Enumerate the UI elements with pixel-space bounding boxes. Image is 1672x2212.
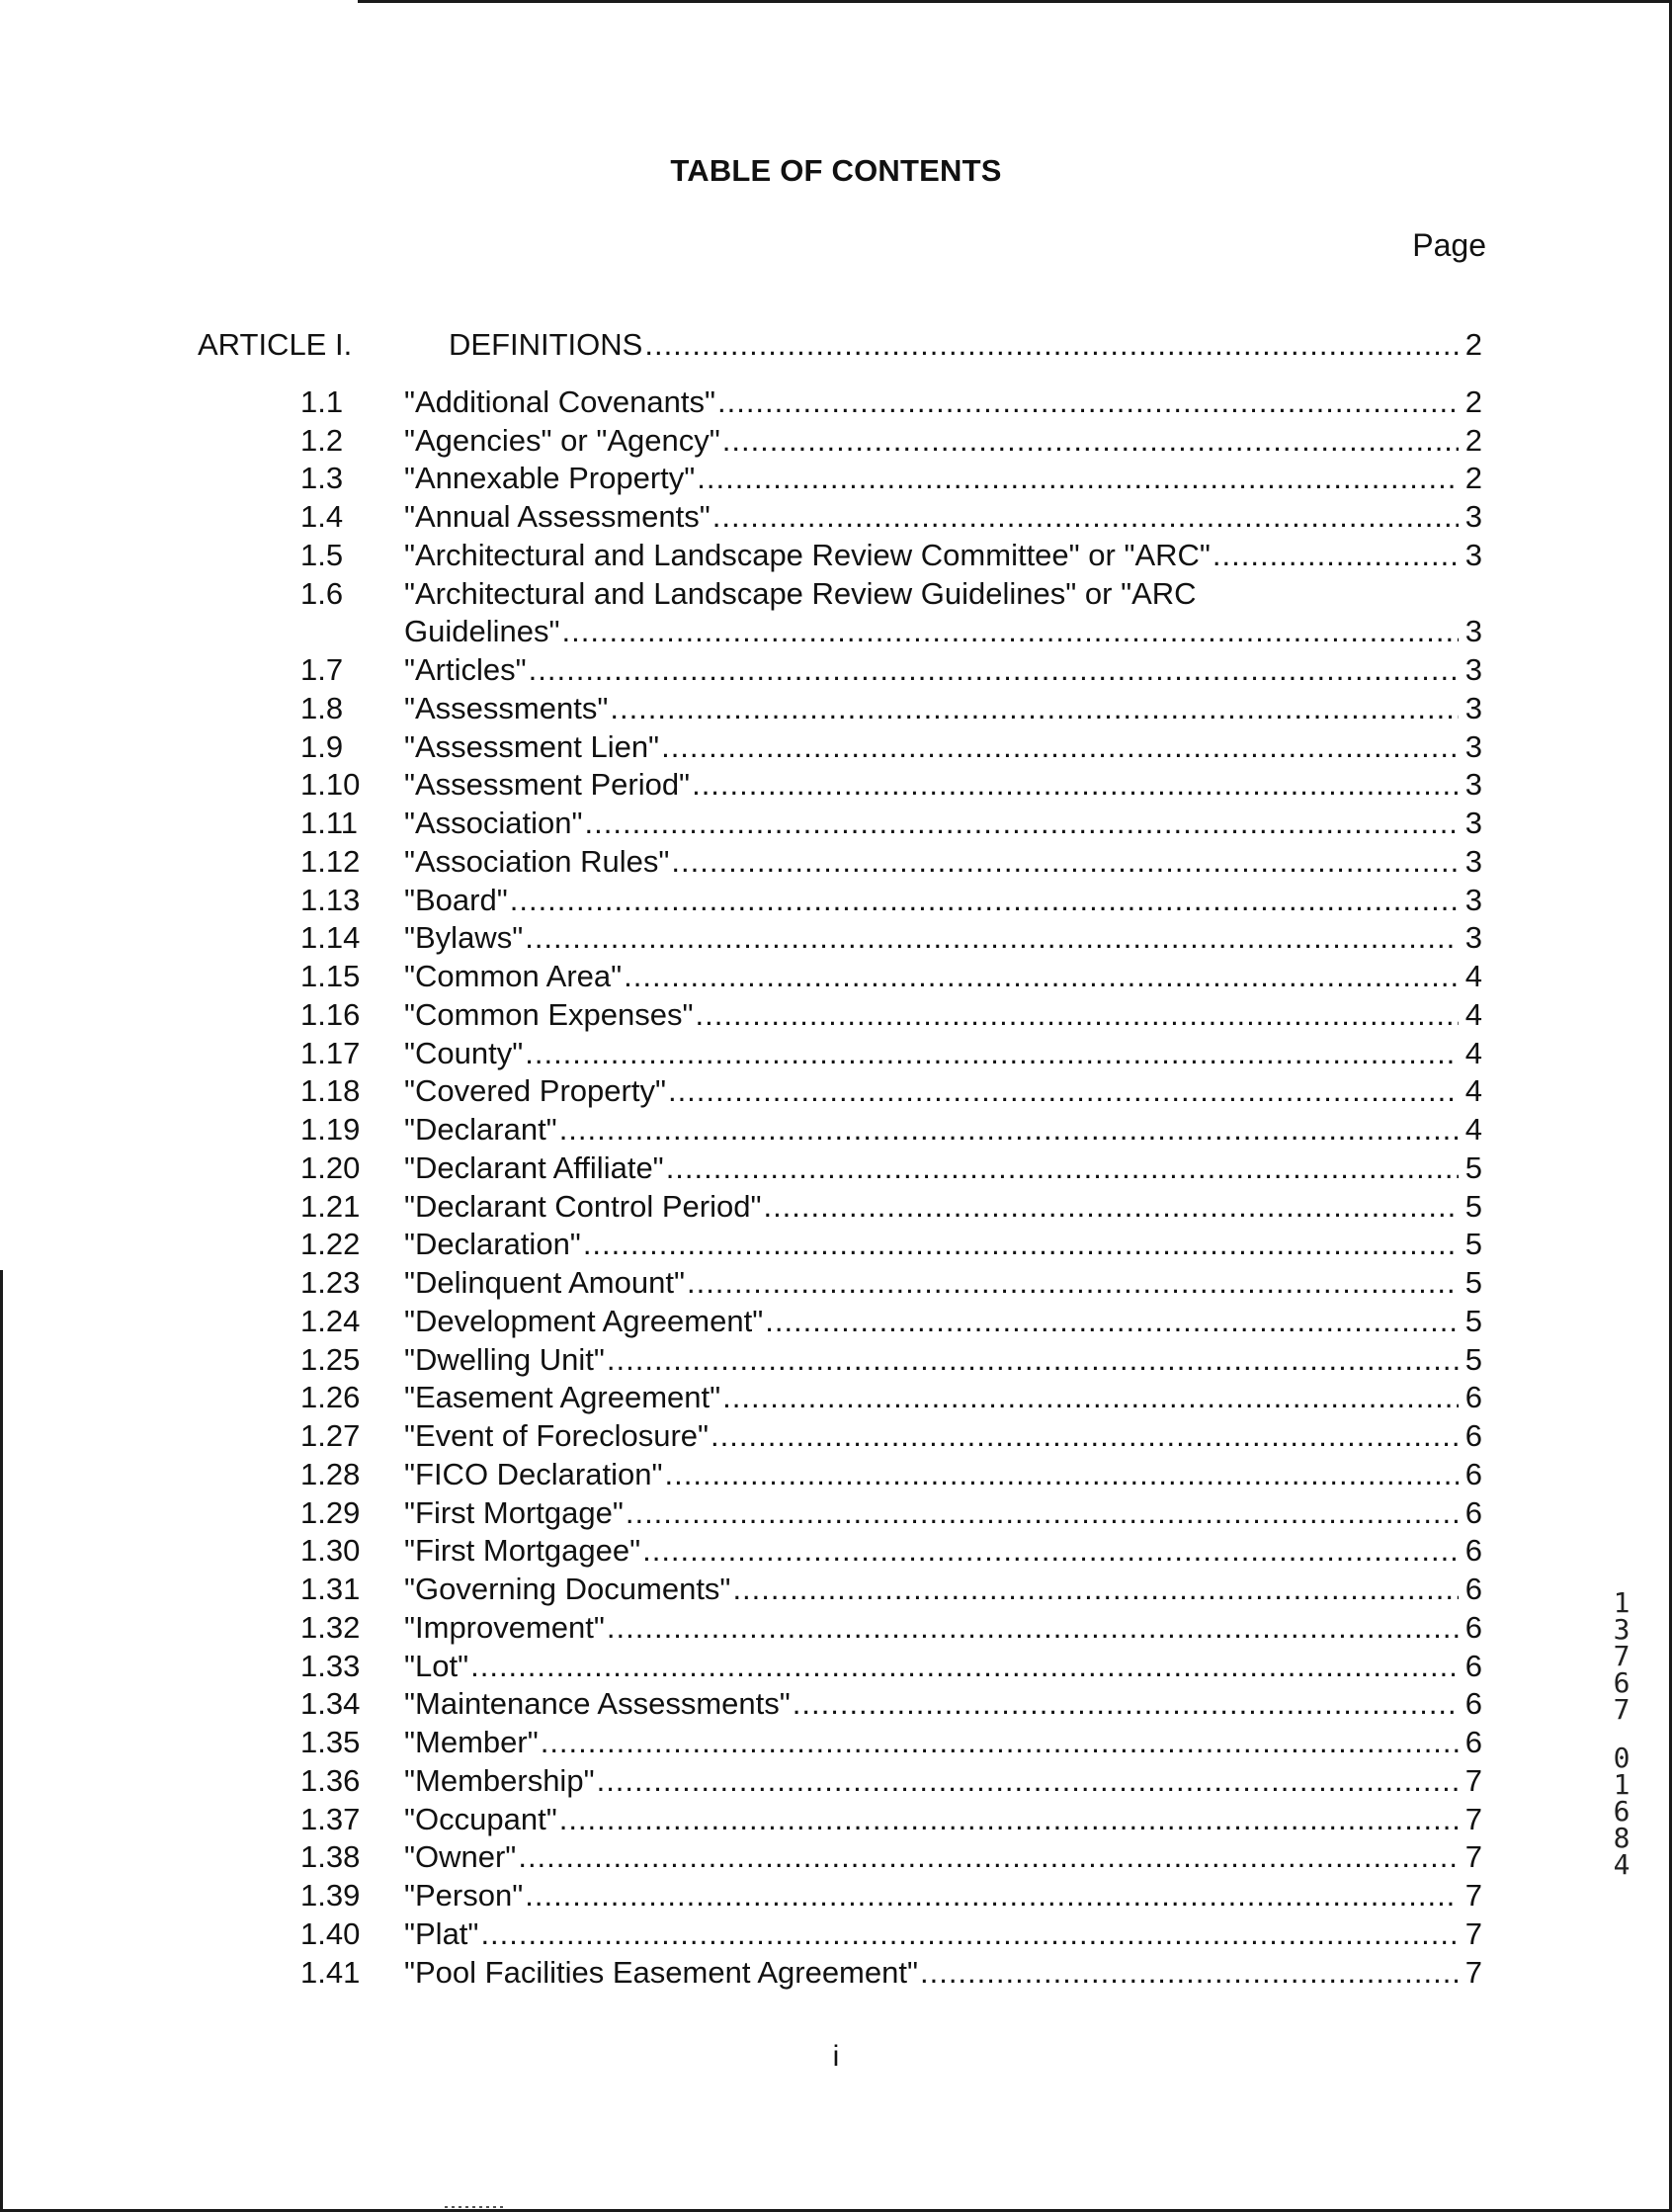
leader-dots <box>525 1877 1459 1915</box>
section-number: 1.40 <box>300 1915 361 1951</box>
page-number: 4 <box>1464 996 1482 1032</box>
entry <box>404 575 1482 652</box>
toc-row <box>198 1111 1482 1149</box>
leader-dots <box>793 1685 1459 1724</box>
leader-dots <box>765 1303 1459 1341</box>
stamp-digit: 4 <box>1613 1848 1630 1881</box>
leader-dots <box>470 1648 1459 1686</box>
leader-dots <box>692 766 1459 805</box>
toc-row <box>198 1648 1482 1686</box>
entry-text: "Declaration" <box>404 1227 581 1262</box>
entry <box>404 498 1482 537</box>
leader-dots <box>712 498 1459 537</box>
leader-dots <box>642 1532 1459 1571</box>
page-number: 5 <box>1464 1303 1482 1338</box>
entry-text: "First Mortgage" <box>404 1494 624 1530</box>
entry <box>404 843 1482 882</box>
entry-text: "Architectural and Landscape Review Committee" or "ARC" <box>404 537 1211 572</box>
entry-text: "Assessments" <box>404 690 609 725</box>
entry <box>404 651 1482 690</box>
leader-dots <box>722 1379 1459 1417</box>
entry <box>404 1954 1482 1993</box>
entry <box>404 1417 1482 1456</box>
entry <box>404 1456 1482 1494</box>
entry-text: "Easement Agreement" <box>404 1380 721 1415</box>
page-number: 3 <box>1464 728 1482 764</box>
entry-text: "Event of Foreclosure" <box>404 1418 710 1453</box>
entry-text: "Additional Covenants" <box>404 383 715 419</box>
entry-text: "Person" <box>404 1878 524 1913</box>
entry <box>404 1762 1482 1801</box>
section-number: 1.25 <box>300 1341 361 1377</box>
leader-dots <box>518 1838 1459 1877</box>
leader-dots <box>583 1226 1459 1264</box>
entry-text: "Lot" <box>404 1648 469 1683</box>
page-number: 3 <box>1464 652 1482 687</box>
entry <box>404 1724 1482 1762</box>
leader-dots <box>525 1035 1459 1073</box>
page-number: 7 <box>1464 1762 1482 1798</box>
toc-row <box>198 1303 1482 1341</box>
section-number: 1.20 <box>300 1149 361 1185</box>
toc-row <box>198 1724 1482 1762</box>
section-number: 1.11 <box>300 806 359 840</box>
entry <box>404 728 1482 767</box>
toc-row <box>198 1494 1482 1533</box>
section-number: 1.10 <box>300 767 361 803</box>
entry-text: "Membership" <box>404 1762 595 1798</box>
entry-text: "Development Agreement" <box>404 1303 764 1338</box>
section-number: 1.5 <box>300 537 344 572</box>
toc-row <box>198 996 1482 1035</box>
page-number: 6 <box>1464 1572 1482 1606</box>
page-number: 6 <box>1464 1380 1482 1415</box>
section-number: 1.27 <box>300 1418 361 1453</box>
toc-row <box>198 537 1482 575</box>
entry-text: "Governing Documents" <box>404 1572 731 1606</box>
toc-row <box>198 1762 1482 1801</box>
margin-stamp <box>1607 1586 1636 1881</box>
entry <box>404 422 1482 461</box>
page-number: 3 <box>1464 882 1482 917</box>
entry <box>404 766 1482 805</box>
entry <box>404 1149 1482 1188</box>
section-number: 1.21 <box>300 1188 361 1224</box>
stamp-digit: 7 <box>1613 1693 1630 1726</box>
entry <box>404 460 1482 498</box>
entry-text: "Declarant Control Period" <box>404 1188 762 1224</box>
section-number: 1.16 <box>300 996 361 1032</box>
document-title: TABLE OF CONTENTS <box>670 153 1002 188</box>
stamp-digit: 8 <box>1613 1822 1630 1854</box>
leader-dots <box>624 958 1459 996</box>
page-number: 6 <box>1464 1533 1482 1569</box>
page-number: 3 <box>1464 806 1482 840</box>
entry-text: "Board" <box>404 882 508 917</box>
section-number: 1.32 <box>300 1609 361 1645</box>
page-number: 5 <box>1464 1341 1482 1377</box>
section-number: 1.35 <box>300 1725 361 1759</box>
entry-text: "County" <box>404 1035 524 1070</box>
section-number: 1.13 <box>300 882 361 917</box>
entry-text: "Annual Assessments" <box>404 499 711 534</box>
section-number: 1.8 <box>300 690 344 725</box>
entry-text: "Annexable Property" <box>404 461 696 496</box>
entry-text: "Occupant" <box>404 1801 557 1836</box>
entry <box>404 1226 1482 1264</box>
leader-dots <box>763 1188 1459 1227</box>
leader-dots <box>529 651 1459 690</box>
toc-row <box>198 1341 1482 1380</box>
page-number: 3 <box>1464 499 1482 534</box>
toc-row <box>198 1915 1482 1954</box>
entry <box>404 1801 1482 1839</box>
entry-text: "Pool Facilities Easement Agreement" <box>404 1954 918 1990</box>
entry-text: "Declarant Affiliate" <box>404 1149 664 1185</box>
toc-row <box>198 1226 1482 1264</box>
section-number: 1.2 <box>300 422 344 458</box>
leader-dots <box>696 996 1459 1035</box>
leader-dots <box>1212 537 1459 575</box>
toc-row <box>198 651 1482 690</box>
toc-row <box>198 1456 1482 1494</box>
toc-row <box>198 1188 1482 1227</box>
leader-dots <box>585 805 1459 843</box>
section-number: 1.1 <box>300 383 344 419</box>
toc-row <box>198 1801 1482 1839</box>
entry-text: "Association Rules" <box>404 843 670 879</box>
entry-text: "Delinquent Amount" <box>404 1265 685 1300</box>
toc-row <box>198 1877 1482 1915</box>
entry-text: "First Mortgagee" <box>404 1533 641 1569</box>
toc-row <box>198 958 1482 996</box>
section-number: 1.15 <box>300 959 361 993</box>
entry <box>404 1648 1482 1686</box>
entry <box>404 1188 1482 1227</box>
toc-row <box>198 1149 1482 1188</box>
section-number: 1.26 <box>300 1380 361 1415</box>
toc-row <box>198 1264 1482 1303</box>
page-number: 7 <box>1464 1878 1482 1913</box>
toc-row <box>198 1532 1482 1571</box>
entry <box>404 1532 1482 1571</box>
entry-text: "Improvement" <box>404 1609 605 1645</box>
section-number: 1.37 <box>300 1801 361 1836</box>
section-number: 1.29 <box>300 1494 361 1530</box>
entry-text: "Plat" <box>404 1915 479 1951</box>
entry <box>404 1072 1482 1111</box>
scan-edge-bottom-marks <box>445 2206 504 2208</box>
page-number: 6 <box>1464 1494 1482 1530</box>
article-label: ARTICLE I. <box>198 327 353 362</box>
toc-row <box>198 422 1482 461</box>
leader-dots <box>644 326 1459 365</box>
page-number: 6 <box>1464 1456 1482 1491</box>
section-number: 1.12 <box>300 843 361 879</box>
entry <box>404 882 1482 920</box>
section-number: 1.38 <box>300 1839 361 1875</box>
entry <box>404 1877 1482 1915</box>
entry <box>404 690 1482 728</box>
toc-row <box>198 383 1482 422</box>
entry <box>404 1264 1482 1303</box>
leader-dots <box>559 1801 1459 1839</box>
toc-row <box>198 1072 1482 1111</box>
entry-text: "Articles" <box>404 652 527 687</box>
entry <box>404 537 1482 575</box>
leader-dots <box>626 1494 1459 1533</box>
entry-text-continued: Guidelines" <box>404 614 560 649</box>
leader-dots <box>697 460 1459 498</box>
entry <box>404 1609 1482 1648</box>
page-number: 5 <box>1464 1188 1482 1224</box>
leader-dots <box>559 1111 1459 1149</box>
stamp-digit: 3 <box>1613 1613 1630 1646</box>
stamp-digit: 6 <box>1613 1666 1630 1699</box>
section-number: 1.6 <box>300 575 344 611</box>
page-number: 3 <box>1464 767 1482 803</box>
toc-row <box>198 575 1482 652</box>
entry-text: "Bylaws" <box>404 920 524 956</box>
leader-dots <box>541 1724 1459 1762</box>
leader-dots <box>711 1417 1459 1456</box>
entry-text: "Member" <box>404 1725 539 1759</box>
toc-row <box>198 766 1482 805</box>
leader-dots <box>717 383 1459 422</box>
entry <box>404 1111 1482 1149</box>
section-number: 1.31 <box>300 1572 361 1606</box>
toc-row <box>198 919 1482 958</box>
toc-row <box>198 1685 1482 1724</box>
toc-row <box>198 843 1482 882</box>
toc-row <box>198 805 1482 843</box>
toc-row <box>198 1954 1482 1993</box>
entry <box>404 919 1482 958</box>
page-number: 7 <box>1464 1801 1482 1836</box>
leader-dots <box>920 1954 1459 1993</box>
section-number: 1.34 <box>300 1686 361 1722</box>
toc-row <box>198 1571 1482 1609</box>
table-of-contents <box>198 326 1482 1992</box>
entry-text: "Common Expenses" <box>404 996 694 1032</box>
section-number: 1.18 <box>300 1073 361 1109</box>
toc-row <box>198 1417 1482 1456</box>
section-number: 1.28 <box>300 1456 361 1491</box>
leader-dots <box>607 1609 1459 1648</box>
entry <box>404 383 1482 422</box>
stamp-digit: 1 <box>1613 1768 1630 1801</box>
entry <box>404 1303 1482 1341</box>
entry-text: "Declarant" <box>404 1112 557 1147</box>
leader-dots <box>732 1571 1459 1609</box>
stamp-digit: 7 <box>1613 1640 1630 1672</box>
toc-row <box>198 728 1482 767</box>
stamp-digit: 6 <box>1613 1795 1630 1828</box>
page-number: 3 <box>1464 920 1482 956</box>
entry-text: "Assessment Lien" <box>404 728 660 764</box>
entry <box>404 1685 1482 1724</box>
section-number: 1.7 <box>300 652 344 687</box>
section-number: 1.14 <box>300 920 361 956</box>
page-number: 6 <box>1464 1686 1482 1722</box>
section-number: 1.4 <box>300 499 344 534</box>
entry-text: "Owner" <box>404 1839 517 1875</box>
toc-row <box>198 498 1482 537</box>
entry-text: "FICO Declaration" <box>404 1456 663 1491</box>
section-number: 1.3 <box>300 461 344 496</box>
page-number: 4 <box>1464 1112 1482 1147</box>
page-number: 6 <box>1464 1648 1482 1683</box>
entry <box>404 1341 1482 1380</box>
footer-page-number: i <box>832 2040 840 2073</box>
toc-row <box>198 1379 1482 1417</box>
entry-continuation <box>404 613 1482 651</box>
entry <box>404 1494 1482 1533</box>
stamp-digit: 0 <box>1613 1742 1630 1774</box>
toc-row <box>198 1609 1482 1648</box>
page-number: 7 <box>1464 1915 1482 1951</box>
leader-dots <box>671 843 1459 882</box>
section-number: 1.33 <box>300 1648 361 1683</box>
stamp-digit: 1 <box>1613 1586 1630 1619</box>
scan-edge-marks <box>0 1275 3 1364</box>
entry <box>404 1915 1482 1954</box>
page-number: 6 <box>1464 1725 1482 1759</box>
section-number: 1.22 <box>300 1227 361 1262</box>
page-number: 7 <box>1464 1839 1482 1875</box>
entry-text: "Maintenance Assessments" <box>404 1686 791 1722</box>
entry <box>404 805 1482 843</box>
section-number: 1.36 <box>300 1762 361 1798</box>
page-number: 3 <box>1464 843 1482 879</box>
page-number: 2 <box>1464 383 1482 419</box>
entry-text: "Common Area" <box>404 959 623 993</box>
section-number: 1.30 <box>300 1533 361 1569</box>
leader-dots <box>510 882 1459 920</box>
entry-text: "Architectural and Landscape Review Guidelines" or "ARC <box>404 575 1197 611</box>
entry <box>404 1035 1482 1073</box>
section-number: 1.17 <box>300 1035 361 1070</box>
leader-dots <box>610 690 1459 728</box>
toc-row <box>198 882 1482 920</box>
article-entry <box>449 326 1482 365</box>
entry <box>404 958 1482 996</box>
entry <box>404 1379 1482 1417</box>
leader-dots <box>597 1762 1459 1801</box>
entry-text: "Assessment Period" <box>404 767 691 803</box>
entry-text: "Association" <box>404 806 583 840</box>
article-title: DEFINITIONS <box>449 327 643 362</box>
leader-dots <box>722 422 1459 461</box>
page-number: 5 <box>1464 1227 1482 1262</box>
page-number: 7 <box>1464 1954 1482 1990</box>
leader-dots <box>668 1072 1459 1111</box>
leader-dots <box>525 919 1459 958</box>
toc-row <box>198 460 1482 498</box>
entry <box>404 1838 1482 1877</box>
article-page: 2 <box>1464 327 1482 362</box>
page-number: 2 <box>1464 422 1482 458</box>
page-number: 6 <box>1464 1609 1482 1645</box>
leader-dots <box>607 1341 1459 1380</box>
page-number: 3 <box>1464 690 1482 725</box>
article-heading-row <box>198 326 1482 365</box>
page-column-label: Page <box>1412 227 1486 263</box>
toc-row <box>198 690 1482 728</box>
toc-row <box>198 1838 1482 1877</box>
entry-text: "Agencies" or "Agency" <box>404 422 720 458</box>
scan-edge-top <box>358 0 1672 3</box>
leader-dots <box>666 1149 1459 1188</box>
page-number: 3 <box>1464 614 1482 649</box>
section-number: 1.39 <box>300 1878 361 1913</box>
leader-dots <box>664 1456 1459 1494</box>
page-number: 4 <box>1464 1073 1482 1109</box>
page-number: 5 <box>1464 1265 1482 1300</box>
leader-dots <box>480 1915 1459 1954</box>
page-number: 4 <box>1464 959 1482 993</box>
entry <box>404 1571 1482 1609</box>
leader-dots <box>561 613 1459 651</box>
section-number: 1.19 <box>300 1112 361 1147</box>
page-number: 3 <box>1464 537 1482 572</box>
section-number: 1.24 <box>300 1303 361 1338</box>
leader-dots <box>687 1264 1459 1303</box>
entry <box>404 996 1482 1035</box>
toc-entries <box>198 383 1482 1993</box>
page-number: 6 <box>1464 1418 1482 1453</box>
entry-text: "Covered Property" <box>404 1073 666 1109</box>
toc-row <box>198 1035 1482 1073</box>
entry-text: "Dwelling Unit" <box>404 1341 605 1377</box>
section-number: 1.41 <box>300 1954 361 1990</box>
page-number: 4 <box>1464 1035 1482 1070</box>
leader-dots <box>661 728 1459 767</box>
page-number: 2 <box>1464 461 1482 496</box>
page-number: 5 <box>1464 1149 1482 1185</box>
section-number: 1.9 <box>300 728 344 764</box>
section-number: 1.23 <box>300 1265 361 1300</box>
